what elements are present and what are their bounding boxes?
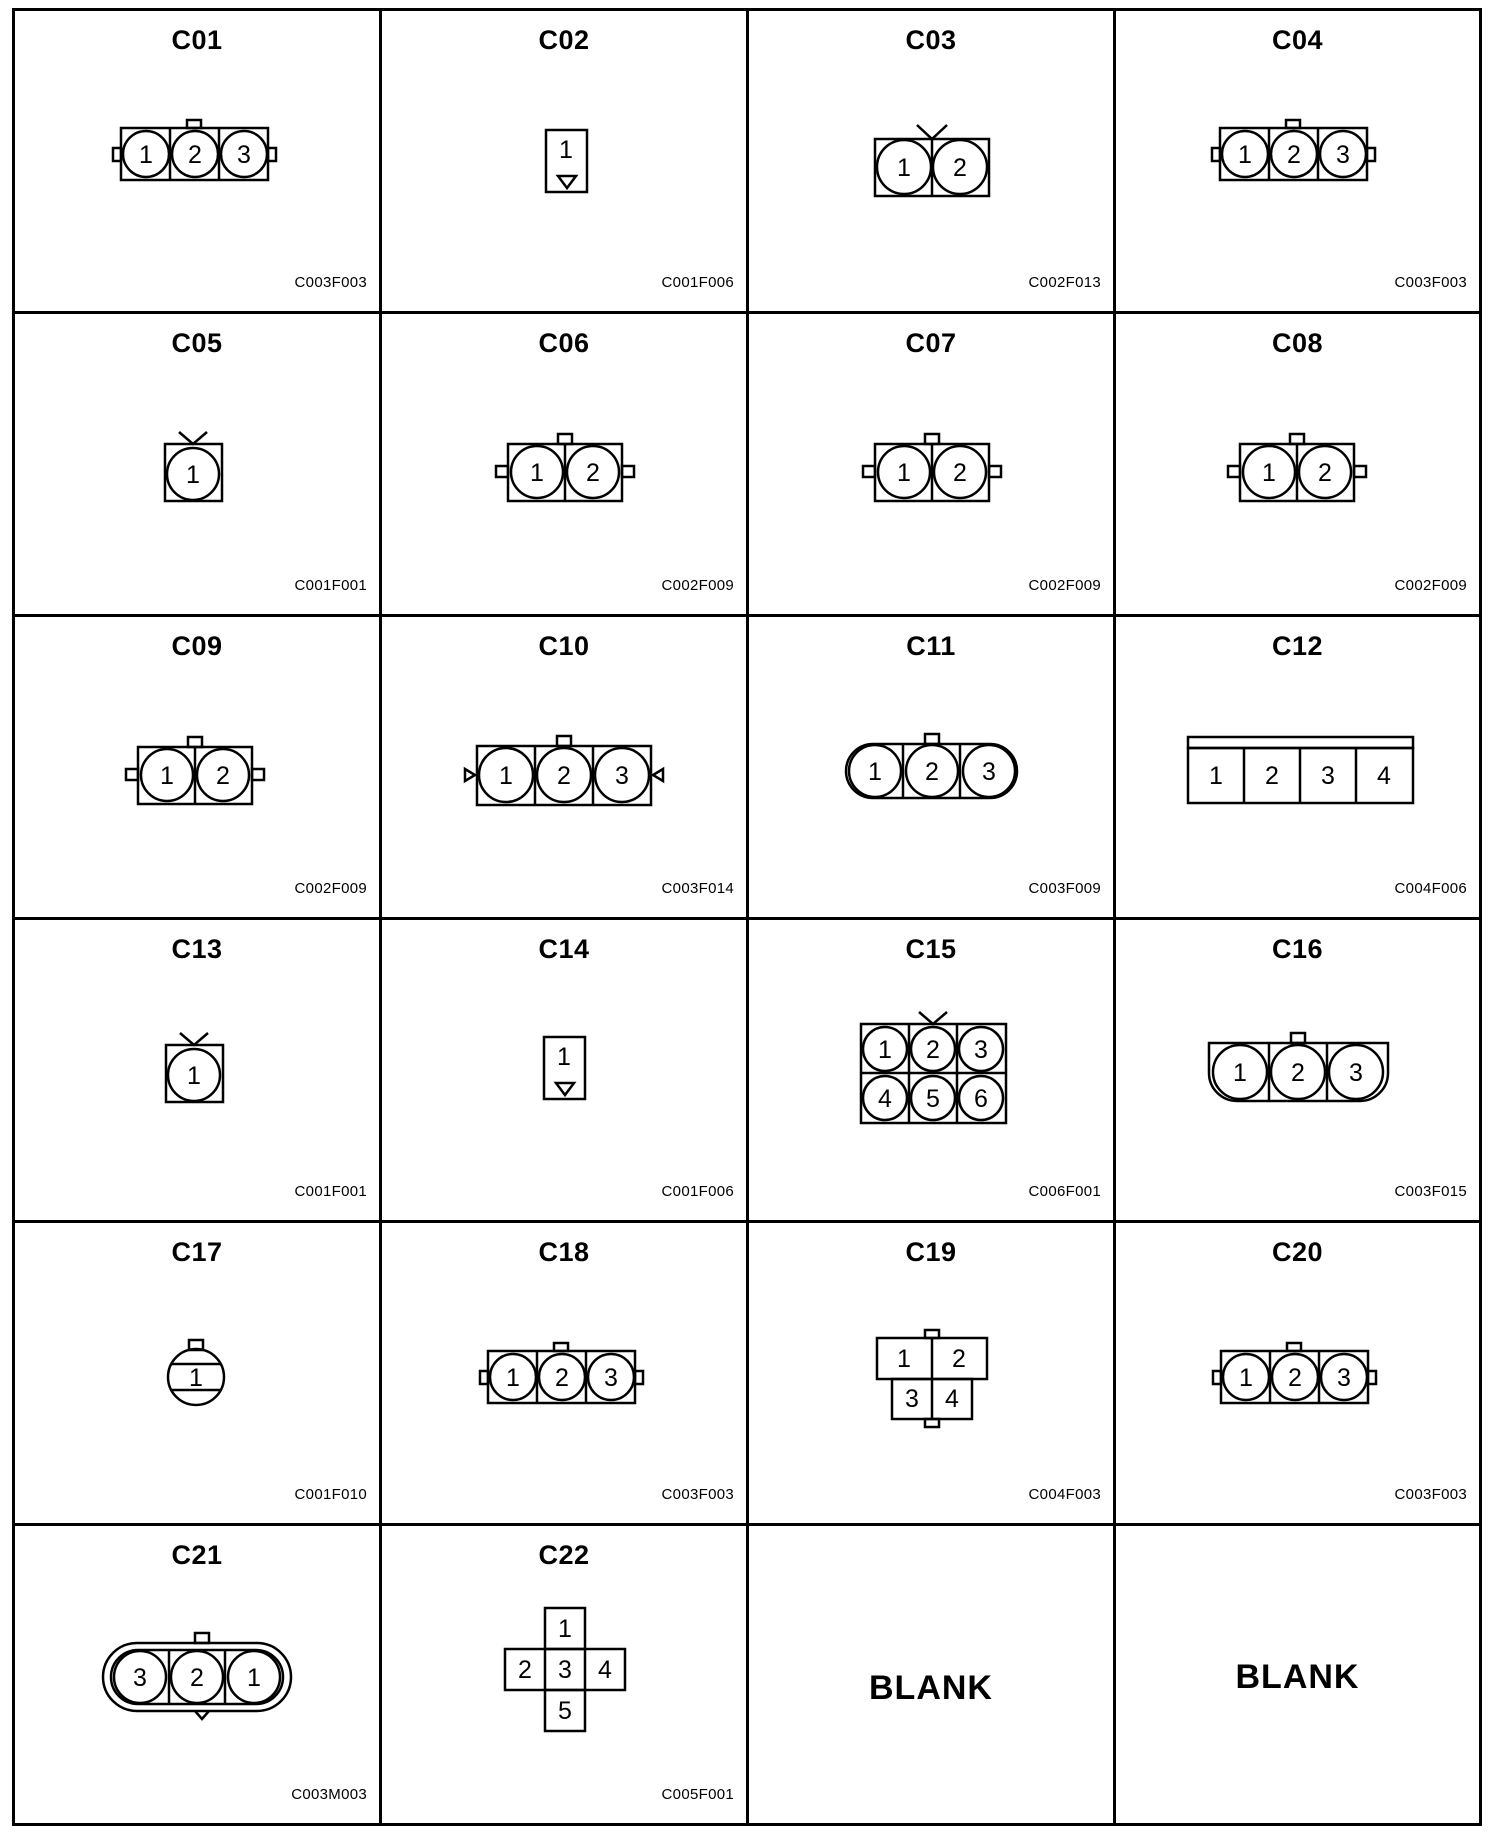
connector-title: C17: [171, 1237, 223, 1267]
connector-diagram: [749, 1223, 1113, 1523]
pin-label: 1: [559, 136, 573, 164]
pin-label: 1: [186, 461, 200, 489]
pin-label: 1: [160, 762, 174, 790]
pin-label: 1: [139, 141, 153, 169]
pin-label: 2: [557, 762, 571, 790]
part-code: C003F014: [661, 880, 734, 897]
connector-grid: [12, 8, 1482, 1826]
part-code: C002F013: [1028, 274, 1101, 291]
part-code: C001F006: [661, 274, 734, 291]
pin-label: 4: [878, 1085, 892, 1113]
part-code: C002F009: [1394, 577, 1467, 594]
connector-cell-c03: [749, 11, 1116, 314]
connector-cell-c01: [15, 11, 382, 314]
part-code: C002F009: [661, 577, 734, 594]
pin-label: 3: [905, 1385, 919, 1413]
connector-diagram: [15, 1526, 379, 1823]
connector-cell-c22: [382, 1526, 749, 1823]
pin-label: 1: [1262, 459, 1276, 487]
part-code: C004F003: [1028, 1486, 1101, 1503]
blank-label: BLANK: [869, 1669, 993, 1707]
connector-title: C08: [1271, 328, 1324, 358]
part-code: C006F001: [1028, 1183, 1101, 1200]
pin-label: 2: [555, 1364, 569, 1392]
pin-label: 1: [897, 1345, 911, 1373]
pin-label: 1: [189, 1364, 203, 1392]
pin-label: 2: [953, 154, 967, 182]
part-code: C001F001: [294, 577, 367, 594]
pin-label: 4: [598, 1656, 612, 1684]
pin-label: 3: [237, 141, 251, 169]
connector-title: C04: [1271, 25, 1324, 55]
connector-diagram: [749, 920, 1113, 1220]
connector-title: C16: [1271, 934, 1324, 964]
connector-title: C15: [905, 934, 957, 964]
connector-title: C01: [171, 25, 223, 55]
part-code: C001F006: [661, 1183, 734, 1200]
connector-title: C12: [1271, 631, 1324, 661]
connector-diagram: [382, 314, 746, 614]
connector-title: C13: [171, 934, 223, 964]
part-code: C003F003: [1394, 274, 1467, 291]
pin-label: 1: [506, 1364, 520, 1392]
connector-body: [863, 434, 1001, 501]
pin-label: 3: [974, 1036, 988, 1064]
pin-label: 1: [557, 1043, 571, 1071]
connector-cell-c07: [749, 314, 1116, 617]
pin-label: 3: [133, 1664, 147, 1692]
part-code: C003F003: [661, 1486, 734, 1503]
connector-diagram: [1116, 11, 1479, 311]
connector-cell-c21: [15, 1526, 382, 1823]
connector-title: C11: [906, 631, 956, 661]
connector-diagram: [1116, 1223, 1479, 1523]
pin-label: 4: [945, 1385, 959, 1413]
connector-diagram: [749, 11, 1113, 311]
part-code: C004F006: [1394, 880, 1467, 897]
pin-label: 1: [868, 758, 882, 786]
part-code: C003F003: [294, 274, 367, 291]
connector-cell-c11: [749, 617, 1116, 920]
connector-title: C14: [538, 934, 590, 964]
connector-cell-c08: [1116, 314, 1479, 617]
part-code: C002F009: [1028, 577, 1101, 594]
connector-cell-c19: [749, 1223, 1116, 1526]
pin-label: 1: [897, 154, 911, 182]
connector-title: C18: [538, 1237, 590, 1267]
pin-label: 3: [1349, 1059, 1363, 1087]
pin-label: 5: [558, 1697, 572, 1725]
pin-label: 1: [1233, 1059, 1247, 1087]
part-code: C001F001: [294, 1183, 367, 1200]
connector-cell-c16: [1116, 920, 1479, 1223]
pin-label: 2: [952, 1345, 966, 1373]
pin-label: 3: [558, 1656, 572, 1684]
connector-diagram: [15, 1223, 379, 1523]
pin-label: 5: [926, 1085, 940, 1113]
connector-diagram: [1116, 920, 1479, 1220]
connector-title: C02: [538, 25, 590, 55]
pin-label: 1: [530, 459, 544, 487]
connector-diagram: [15, 617, 379, 917]
connector-cell-c02: [382, 11, 749, 314]
pin-label: 3: [1336, 141, 1350, 169]
pin-label: 1: [499, 762, 513, 790]
pin-label: 2: [1291, 1059, 1305, 1087]
connector-title: C09: [171, 631, 223, 661]
pin-label: 1: [878, 1036, 892, 1064]
connector-cell-c09: [15, 617, 382, 920]
pin-label: 1: [247, 1664, 261, 1692]
part-code: C002F009: [294, 880, 367, 897]
pin-label: 3: [1337, 1364, 1351, 1392]
pin-label: 3: [604, 1364, 618, 1392]
connector-title: C21: [171, 1540, 223, 1570]
pin-label: 1: [1209, 762, 1223, 790]
connector-title: C19: [905, 1237, 957, 1267]
connector-cell-c15: [749, 920, 1116, 1223]
connector-diagram: [749, 314, 1113, 614]
pin-label: 3: [1321, 762, 1335, 790]
connector-body: [126, 737, 264, 804]
blank-cell: [749, 1526, 1116, 1823]
connector-cell-c20: [1116, 1223, 1479, 1526]
pin-label: 1: [1238, 141, 1252, 169]
connector-cell-c18: [382, 1223, 749, 1526]
connector-cell-c10: [382, 617, 749, 920]
connector-diagram: [382, 11, 746, 311]
connector-title: C22: [538, 1540, 590, 1570]
pin-label: 1: [558, 1615, 572, 1643]
connector-diagram: [1116, 314, 1479, 614]
pin-label: 2: [518, 1656, 532, 1684]
pin-label: 2: [926, 1036, 940, 1064]
pin-label: 6: [974, 1085, 988, 1113]
connector-title: C20: [1271, 1237, 1324, 1267]
connector-body: [1228, 434, 1366, 501]
connector-body: [877, 1330, 987, 1427]
connector-diagram: [382, 617, 746, 917]
connector-cell-c12: [1116, 617, 1479, 920]
blank-label: BLANK: [1235, 1658, 1360, 1696]
connector-cell-c05: [15, 314, 382, 617]
pin-label: 2: [586, 459, 600, 487]
pin-label: 1: [897, 459, 911, 487]
connector-body: [875, 125, 989, 196]
connector-diagram: [15, 11, 379, 311]
connector-body: [496, 434, 634, 501]
connector-diagram: [15, 314, 379, 614]
connector-diagram: [382, 1526, 746, 1823]
connector-diagram: [1116, 617, 1479, 917]
connector-diagram: [15, 920, 379, 1220]
pin-label: 2: [1288, 1364, 1302, 1392]
connector-title: C05: [171, 328, 223, 358]
connector-cell-c04: [1116, 11, 1479, 314]
connector-title: C10: [538, 631, 590, 661]
pin-label: 2: [190, 1664, 204, 1692]
part-code: C001F010: [294, 1486, 367, 1503]
part-code: C005F001: [661, 1786, 734, 1803]
pin-label: 2: [216, 762, 230, 790]
connector-cell-c06: [382, 314, 749, 617]
pin-label: 1: [187, 1062, 201, 1090]
connector-cell-c17: [15, 1223, 382, 1526]
pin-label: 2: [925, 758, 939, 786]
connector-cell-c14: [382, 920, 749, 1223]
blank-cell: [1116, 1526, 1479, 1823]
connector-diagram: [749, 617, 1113, 917]
part-code: C003F009: [1028, 880, 1101, 897]
pin-label: 4: [1377, 762, 1391, 790]
pin-label: 3: [615, 762, 629, 790]
part-code: C003M003: [291, 1786, 367, 1803]
part-code: C003F003: [1394, 1486, 1467, 1503]
connector-diagram: [382, 1223, 746, 1523]
connector-title: C03: [905, 25, 957, 55]
connector-cell-c13: [15, 920, 382, 1223]
pin-label: 2: [1265, 762, 1279, 790]
part-code: C003F015: [1394, 1183, 1467, 1200]
pin-label: 2: [188, 141, 202, 169]
pin-label: 2: [1287, 141, 1301, 169]
connector-diagram: [382, 920, 746, 1220]
pin-label: 1: [1239, 1364, 1253, 1392]
connector-title: C06: [538, 328, 590, 358]
pin-label: 2: [953, 459, 967, 487]
pin-label: 3: [982, 758, 996, 786]
connector-title: C07: [905, 328, 957, 358]
pin-label: 2: [1318, 459, 1332, 487]
